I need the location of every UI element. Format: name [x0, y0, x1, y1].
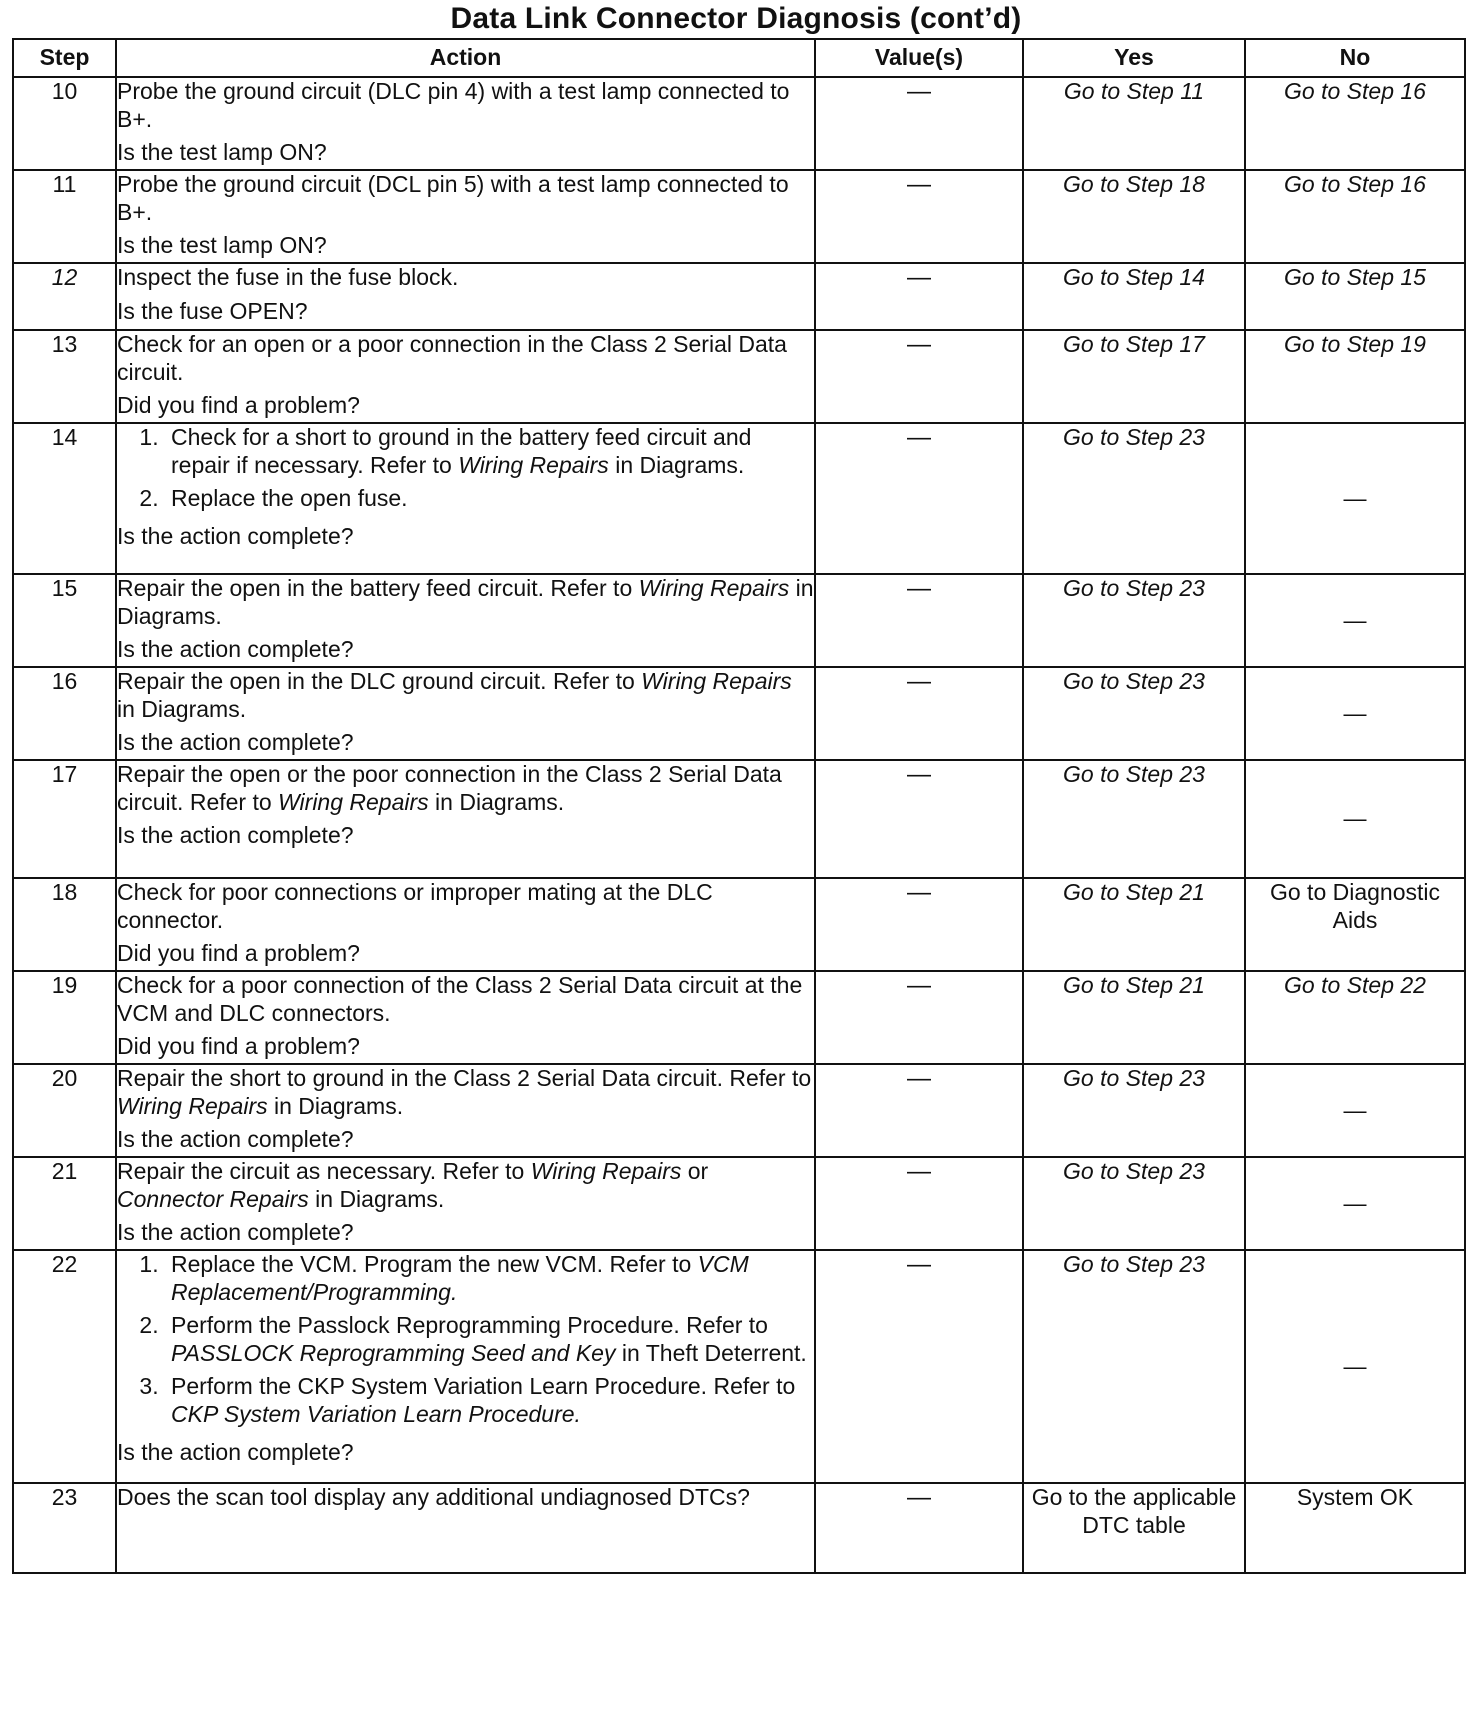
table-row	[13, 667, 1465, 760]
action-question: Is the test lamp ON?	[117, 232, 327, 259]
no-result: Go to Diagnostic Aids	[1245, 878, 1465, 971]
table-row	[13, 77, 1465, 170]
value-cell: —	[815, 423, 1023, 574]
step-number: 13	[13, 330, 116, 423]
yes-result: Go to Step 21	[1023, 878, 1245, 971]
table-row	[13, 878, 1465, 971]
action-text: Probe the ground circuit (DCL pin 5) with a test lamp connected to B+.	[117, 171, 789, 225]
action-cell	[116, 667, 815, 760]
no-result: —	[1245, 1064, 1465, 1157]
step-number: 23	[13, 1483, 116, 1573]
value-cell: —	[815, 1250, 1023, 1483]
value-cell: —	[815, 878, 1023, 971]
table-row	[13, 1064, 1465, 1157]
action-text: Check for a poor connection of the Class 2 Serial Data circuit at the VCM and DLC connectors.	[117, 972, 803, 1026]
table-row	[13, 971, 1465, 1064]
no-result: Go to Step 15	[1245, 263, 1465, 330]
yes-result: Go to Step 23	[1023, 760, 1245, 878]
reference-link: PASSLOCK Reprogramming Seed and Key	[171, 1339, 616, 1366]
header-values: Value(s)	[815, 39, 1023, 77]
no-result: Go to Step 22	[1245, 971, 1465, 1064]
action-steps-list	[117, 424, 814, 519]
no-result: Go to Step 19	[1245, 330, 1465, 423]
yes-result: Go to Step 17	[1023, 330, 1245, 423]
yes-result: Go to Step 23	[1023, 1157, 1245, 1250]
action-cell	[116, 1483, 815, 1573]
yes-result: Go to Step 23	[1023, 574, 1245, 667]
no-result: —	[1245, 574, 1465, 667]
yes-result: Go to Step 23	[1023, 1064, 1245, 1157]
value-cell: —	[815, 170, 1023, 263]
step-number: 20	[13, 1064, 116, 1157]
reference-link: Wiring Repairs	[530, 1158, 682, 1184]
reference-link: CKP System Variation Learn Procedure.	[171, 1400, 581, 1427]
table-row	[13, 263, 1465, 330]
value-cell: —	[815, 760, 1023, 878]
list-item: 1. Check for a short to ground in the battery feed circuit and repair if necessary. Refer to Wiring Repairs in Diagrams.	[165, 424, 814, 479]
action-text: Probe the ground circuit (DLC pin 4) with a test lamp connected to B+.	[117, 78, 790, 132]
page-title: Data Link Connector Diagnosis (cont’d)	[450, 2, 1022, 35]
table-row	[13, 760, 1465, 878]
reference-link: Connector Repairs	[117, 1185, 309, 1212]
action-text: Inspect the fuse in the fuse block.	[117, 264, 459, 290]
table-row	[13, 1250, 1465, 1483]
value-cell: —	[815, 77, 1023, 170]
table-row	[13, 170, 1465, 263]
action-cell	[116, 760, 815, 878]
no-result: —	[1245, 667, 1465, 760]
action-question: Is the action complete?	[117, 729, 354, 756]
table-row	[13, 1483, 1465, 1573]
value-cell: —	[815, 263, 1023, 330]
action-question: Did you find a problem?	[117, 1033, 360, 1060]
table-row	[13, 423, 1465, 574]
no-result: Go to Step 16	[1245, 77, 1465, 170]
action-steps-list	[117, 1251, 814, 1435]
yes-result: Go to Step 23	[1023, 1250, 1245, 1483]
action-cell	[116, 1157, 815, 1250]
step-number: 21	[13, 1157, 116, 1250]
value-cell: —	[815, 1064, 1023, 1157]
value-cell: —	[815, 1157, 1023, 1250]
list-item: 2. Replace the open fuse.	[165, 485, 814, 513]
action-question: Is the action complete?	[117, 1219, 354, 1246]
action-cell	[116, 1250, 815, 1483]
action-question: Is the test lamp ON?	[117, 139, 327, 166]
step-number: 22	[13, 1250, 116, 1483]
step-number: 12	[13, 263, 116, 330]
reference-link: Wiring Repairs	[458, 451, 609, 478]
value-cell: —	[815, 1483, 1023, 1573]
yes-result: Go to the applicable DTC table	[1023, 1483, 1245, 1573]
step-number: 18	[13, 878, 116, 971]
action-text: Does the scan tool display any additional undiagnosed DTCs?	[117, 1484, 750, 1510]
value-cell: —	[815, 330, 1023, 423]
table-header-row	[13, 39, 1465, 77]
action-question: Is the action complete?	[117, 822, 354, 849]
action-cell	[116, 77, 815, 170]
yes-result: Go to Step 23	[1023, 667, 1245, 760]
header-step: Step	[13, 39, 116, 77]
step-number: 17	[13, 760, 116, 878]
table-row	[13, 330, 1465, 423]
action-text: Repair the circuit as necessary. Refer to Wiring Repairs or Connector Repairs in Diagrams.	[117, 1158, 709, 1212]
action-text: Check for an open or a poor connection in the Class 2 Serial Data circuit.	[117, 331, 787, 385]
value-cell: —	[815, 574, 1023, 667]
reference-link: Wiring Repairs	[638, 575, 790, 601]
step-number: 15	[13, 574, 116, 667]
step-number: 16	[13, 667, 116, 760]
yes-result: Go to Step 23	[1023, 423, 1245, 574]
reference-link: VCM Replacement/Programming.	[171, 1251, 749, 1305]
yes-result: Go to Step 21	[1023, 971, 1245, 1064]
value-cell: —	[815, 971, 1023, 1064]
step-number: 14	[13, 423, 116, 574]
no-result: —	[1245, 1157, 1465, 1250]
no-result: System OK	[1245, 1483, 1465, 1573]
action-text: Repair the open in the battery feed circuit. Refer to Wiring Repairs in Diagrams.	[117, 575, 814, 629]
no-result: —	[1245, 1250, 1465, 1483]
no-result: —	[1245, 423, 1465, 574]
reference-link: Wiring Repairs	[278, 788, 429, 815]
action-text: Repair the open or the poor connection in the Class 2 Serial Data circuit. Refer to Wiring Repairs in Diagrams.	[117, 761, 782, 815]
diagnosis-table	[12, 38, 1466, 1574]
reference-link: Wiring Repairs	[641, 668, 792, 694]
action-cell	[116, 574, 815, 667]
action-question: Is the action complete?	[117, 636, 354, 663]
list-item: 3. Perform the CKP System Variation Learn Procedure. Refer to CKP System Variation Learn Procedure.	[165, 1373, 814, 1428]
yes-result: Go to Step 18	[1023, 170, 1245, 263]
action-question: Is the fuse OPEN?	[117, 297, 308, 324]
list-item: 1. Replace the VCM. Program the new VCM. Refer to VCM Replacement/Programming.	[165, 1251, 814, 1306]
action-cell	[116, 263, 815, 330]
action-cell	[116, 878, 815, 971]
step-number: 10	[13, 77, 116, 170]
step-number: 11	[13, 170, 116, 263]
value-cell: —	[815, 667, 1023, 760]
no-result: —	[1245, 760, 1465, 878]
header-no: No	[1245, 39, 1465, 77]
reference-link: Wiring Repairs	[117, 1092, 268, 1119]
action-cell	[116, 170, 815, 263]
action-text: Repair the short to ground in the Class 2 Serial Data circuit. Refer to Wiring Repairs in Diagrams.	[117, 1065, 812, 1119]
table-row	[13, 1157, 1465, 1250]
header-action: Action	[116, 39, 815, 77]
header-yes: Yes	[1023, 39, 1245, 77]
action-question: Is the action complete?	[117, 1126, 354, 1153]
action-cell	[116, 1064, 815, 1157]
action-text: Repair the open in the DLC ground circuit. Refer to Wiring Repairs in Diagrams.	[117, 668, 792, 722]
list-item: 2. Perform the Passlock Reprogramming Procedure. Refer to PASSLOCK Reprogramming Seed and Key in Theft Deterrent.	[165, 1312, 814, 1367]
action-cell	[116, 423, 815, 574]
action-question: Did you find a problem?	[117, 940, 360, 967]
table-row	[13, 574, 1465, 667]
action-text: Check for poor connections or improper mating at the DLC connector.	[117, 879, 713, 933]
action-question: Did you find a problem?	[117, 392, 360, 419]
action-cell	[116, 971, 815, 1064]
action-cell	[116, 330, 815, 423]
yes-result: Go to Step 14	[1023, 263, 1245, 330]
yes-result: Go to Step 11	[1023, 77, 1245, 170]
step-number: 19	[13, 971, 116, 1064]
no-result: Go to Step 16	[1245, 170, 1465, 263]
action-question: Is the action complete?	[117, 1438, 354, 1465]
action-question: Is the action complete?	[117, 522, 354, 549]
